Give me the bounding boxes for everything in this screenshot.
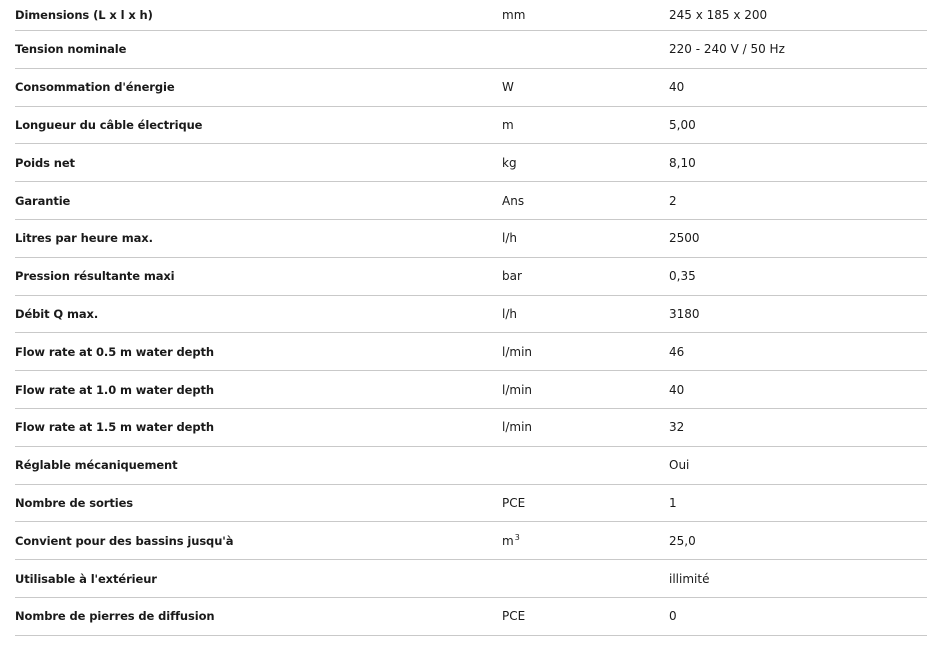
- spec-row-pierres: [15, 598, 927, 636]
- spec-row-flow-15: [15, 409, 927, 447]
- spec-row-dimensions: [15, 0, 927, 31]
- spec-label: Nombre de sorties: [15, 495, 134, 510]
- spec-value: 2500: [669, 231, 700, 246]
- spec-label: Convient pour des bassins jusqu'à: [15, 533, 234, 548]
- spec-label: Poids net: [15, 155, 75, 170]
- spec-label: Litres par heure max.: [15, 231, 153, 246]
- spec-unit: l/min: [502, 382, 533, 397]
- spec-label: Longueur du câble électrique: [15, 117, 203, 132]
- spec-row-consommation: [15, 69, 927, 107]
- spec-label: Flow rate at 1.5 m water depth: [15, 420, 214, 435]
- spec-unit: Ans: [502, 193, 525, 208]
- spec-row-tension: [15, 31, 927, 69]
- spec-value: 8,10: [669, 155, 696, 170]
- spec-unit: [502, 534, 669, 548]
- spec-label: Utilisable à l'extérieur: [15, 571, 157, 586]
- spec-row-flow-05: [15, 333, 927, 371]
- spec-unit: bar: [502, 269, 522, 284]
- spec-value: 46: [669, 344, 685, 359]
- spec-label: Réglable mécaniquement: [15, 458, 178, 473]
- spec-row-exterieur: [15, 560, 927, 598]
- spec-row-flow-10: [15, 371, 927, 409]
- spec-row-pression: [15, 258, 927, 296]
- spec-row-cable: [15, 107, 927, 145]
- spec-value: 40: [669, 80, 685, 95]
- spec-row-sorties: [15, 485, 927, 523]
- spec-value: Oui: [669, 458, 690, 473]
- spec-value: 220 - 240 V / 50 Hz: [669, 42, 785, 57]
- spec-label: Flow rate at 1.0 m water depth: [15, 382, 214, 397]
- spec-value: 3180: [669, 306, 700, 321]
- spec-label: Pression résultante maxi: [15, 269, 175, 284]
- spec-value: 1: [669, 495, 677, 510]
- spec-value: 0,35: [669, 269, 696, 284]
- spec-label: Flow rate at 0.5 m water depth: [15, 344, 214, 359]
- spec-value: 25,0: [669, 533, 696, 548]
- spec-label: Tension nominale: [15, 42, 127, 57]
- spec-label: Débit Q max.: [15, 306, 99, 321]
- spec-value: 40: [669, 382, 685, 397]
- spec-unit: mm: [502, 8, 526, 22]
- spec-row-poids: [15, 144, 927, 182]
- spec-label: Garantie: [15, 193, 71, 208]
- spec-unit: l/h: [502, 231, 517, 246]
- spec-unit-base: m: [502, 533, 514, 548]
- spec-label: Dimensions (L x l x h): [15, 8, 153, 22]
- spec-unit: l/min: [502, 420, 533, 435]
- spec-label: Consommation d'énergie: [15, 80, 175, 95]
- spec-value: illimité: [669, 571, 710, 586]
- spec-value: 2: [669, 193, 677, 208]
- spec-label: Nombre de pierres de diffusion: [15, 609, 215, 624]
- spec-value: 245 x 185 x 200: [669, 8, 768, 22]
- spec-row-garantie: [15, 182, 927, 220]
- spec-unit: PCE: [502, 495, 526, 510]
- spec-table: [15, 0, 927, 636]
- spec-value: 32: [669, 420, 685, 435]
- spec-unit: l/min: [502, 344, 533, 359]
- spec-unit: kg: [502, 155, 517, 170]
- spec-unit-exponent: 3: [514, 532, 520, 542]
- spec-value: 5,00: [669, 117, 696, 132]
- spec-value: 0: [669, 609, 677, 624]
- spec-unit: PCE: [502, 609, 526, 624]
- spec-unit: m: [502, 117, 514, 132]
- spec-row-litres: [15, 220, 927, 258]
- spec-row-debit: [15, 296, 927, 334]
- spec-row-reglable: [15, 447, 927, 485]
- spec-unit: W: [502, 80, 514, 95]
- spec-row-bassins: [15, 522, 927, 560]
- spec-unit: l/h: [502, 306, 517, 321]
